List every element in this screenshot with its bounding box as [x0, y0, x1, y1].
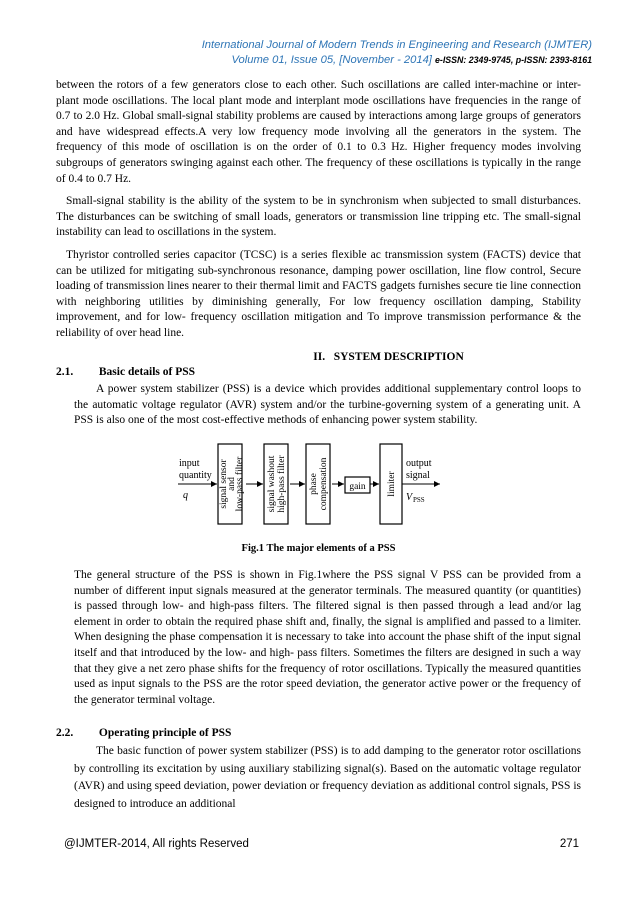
subsection-2-1-paragraph: A power system stabilizer (PSS) is a device which provides additional supplementary control loops to the automatic voltage regulator (AVR) system and/or the turbine-governing system of a generating unit. A PSS is also one of the most cost-effective methods of enhancing power system stability. [74, 383, 581, 427]
subsection-title: Operating principle of PSS [98, 727, 232, 739]
svg-text:signal: signal [406, 470, 430, 481]
subsection-number: 2.1. [56, 366, 74, 378]
pss-block-diagram [170, 440, 470, 539]
phase-label: phase [309, 473, 319, 495]
figure-caption: Fig.1 The major elements of a PSS [241, 543, 396, 554]
svg-text:output: output [406, 458, 432, 469]
sensor-filter-label-and: and [227, 477, 237, 491]
limiter-label: limiter [387, 471, 397, 497]
journal-issn: e-ISSN: 2349-9745, p-ISSN: 2393-8161 [435, 55, 592, 65]
page-number: 271 [559, 838, 579, 850]
journal-volume-line [202, 53, 592, 68]
subsection-2-2-text [74, 743, 581, 813]
washout-label-highpass: high-pass filter [277, 455, 287, 513]
svg-text:quantity: quantity [179, 470, 212, 481]
subsection-2-2-paragraph: The basic function of power system stabilizer (PSS) is to add damping to the generator rotor oscillations by controlling its excitation by using auxiliary stabilizing signal(s). Based on the automatic voltage regulator (AVR) and using speed deviation, power deviation or frequency deviation as additional control signals, PSS is designed to introduce an additional [74, 745, 581, 810]
journal-title: International Journal of Modern Trends in Engineering and Research (IJMTER) [201, 39, 592, 51]
input-label [179, 458, 212, 501]
svg-text:q: q [183, 490, 188, 501]
paragraph-3: Thyristor controlled series capacitor (TCSC) is a series flexible ac transmission system (FACTS) device that can be utilized for mitigating sub-synchronous resonance, damping power oscillation, line flow control, Secure loading of transmission lines nearer to their thermal limit and FACTS gadgets furnishes secure tie line connection with neighboring utilities by diminishing generally, For low frequency oscillation damping, Stability improvement, and for low- frequency oscillation mitigation and To improve transmission performance & the reliability of over head line. [56, 248, 581, 339]
subsection-2-1-text [74, 382, 581, 429]
figure-discussion [74, 568, 581, 708]
sensor-filter-label-lowpass: low-pass filter [235, 456, 245, 512]
gain-label: gain [349, 482, 366, 492]
washout-label: signal washout [267, 455, 277, 513]
subsection-heading-2-2 [56, 727, 231, 739]
output-label [406, 458, 432, 504]
sensor-filter-label: signal sensor [219, 459, 229, 509]
journal-volume: Volume 01, Issue 05, [November - 2014] [231, 54, 432, 66]
compensation-label: compensation [319, 457, 329, 511]
paragraph-1: between the rotors of a few generators close to each other. Such oscillations are called inter-machine or inter-plant mode oscillations. The local plant mode and interplant mode oscillations have frequencies in the range of 0.7 to 2.0 Hz. Global small-signal stability problems are caused by interactions among large groups of generators and have widespread effects.A very low frequency mode involving all the generators in the system. The frequency of this mode of oscillation is on the order of 0.1 to 0.3 Hz. Higher frequency modes involving subgroups of generators swinging against each other. The frequency of these oscillations is typically in the range of 0.4 to 0.7 Hz. [56, 79, 581, 185]
subsection-title: Basic details of PSS [98, 366, 196, 378]
paragraph-after-figure: The general structure of the PSS is shown in Fig.1where the PSS signal V PSS can be provided from a number of different input signals measured at the generator terminals. The measured quantity (or quantities) is passed through low- and high-pass filters. The filtered signal is then passed through a lead and/or lag element in order to obtain the required phase shift and, finally, the signal is amplified and passed to a limiter. When designing the phase compensation it is necessary to take into account the phase shift of the input signal itself and that introduced by the low- and high- pass filters. Sometimes the filters are designed in such a way that they give a net zero phase shifts for the frequency of rotor oscillations. Typically the measured quantities used as input signals to the PSS are the rotor speed deviation, the generator active power or the frequency of the generator terminal voltage. [74, 569, 581, 706]
svg-text:PSS: PSS [413, 496, 425, 504]
subsection-number: 2.2. [56, 727, 74, 739]
svg-text:V: V [406, 492, 413, 503]
svg-text:input: input [179, 458, 200, 469]
copyright-notice: @IJMTER-2014, All rights Reserved [64, 838, 249, 850]
section-number: II. [313, 351, 326, 363]
paragraph-2: Small-signal stability is the ability of the system to be in synchronism when subjected to small disturbances. The disturbances can be switching of small loads, generators or transmission line tripping etc. The small-signal instability can lead to oscillations in the system. [56, 195, 581, 239]
section-title: SYSTEM DESCRIPTION [333, 351, 464, 363]
page-footer [64, 838, 579, 850]
subsection-heading-2-1 [56, 366, 195, 378]
journal-header [202, 38, 592, 68]
intro-text [56, 78, 581, 342]
section-heading [56, 351, 581, 363]
